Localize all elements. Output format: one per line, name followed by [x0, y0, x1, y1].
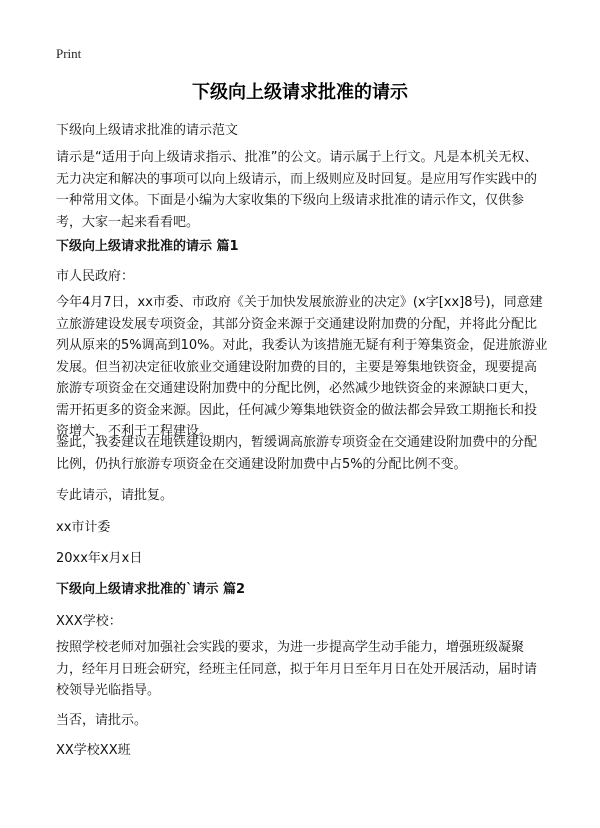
article2-closing: 当否，请批示。	[56, 713, 148, 728]
article2-body-paragraph: 按照学校老师对加强社会实践的要求，为进一步提高学生动手能力，增强班级凝聚力，经年月日班会研究，经班主任同意，拟于年月日至年月日在处开展活动，届时请校领导光临指导。	[56, 640, 538, 698]
article1-signature: xx市计委	[56, 520, 111, 535]
document-subtitle: 下级向上级请求批准的请示范文	[56, 123, 239, 138]
article1-heading: 下级向上级请求批准的请示 篇1	[56, 239, 239, 254]
article1-body-paragraph-2: 鉴此，我委建议在地铁建设期内，暂缓调高旅游专项资金在交通建设附加费中的分配比例，仍执行旅游专项资金在交通建设附加费中占5%的分配比例不变。	[56, 435, 538, 472]
article1-date: 20xx年x月x日	[56, 551, 143, 566]
article2-signature: XX学校XX班	[56, 743, 131, 758]
article1-closing: 专此请示，请批复。	[56, 488, 174, 503]
article2-salutation: XXX学校：	[56, 614, 122, 629]
article1-body-paragraph-1: 今年4月7日，xx市委、市政府《关于加快发展旅游业的决定》(x字[xx]8号)，同意建立旅游建设发展专项资金，其部分资金来源于交通建设附加费的分配，并将此分配比列从原来的5%调高到10%。对此，我委认为该措施无疑有利于筹集资金，促进旅游业发展。但当初决定征收旅业交通建设附加费的目的，主要是筹集地铁资金，现要提高旅游专项资金在交通建设附加费中的分配比例，必然减少地铁资金的来源缺口更大，需开拓更多的资金来源。因此，任何减少筹集地铁资金的做法都会异致工期拖长和投资增大，不利于工程建设。	[56, 295, 548, 439]
document-title: 下级向上级请求批准的请示	[192, 82, 408, 103]
article2-heading: 下级向上级请求批准的`请示 篇2	[56, 582, 246, 597]
intro-paragraph: 请示是“适用于向上级请求指示、批准”的公文。请示属于上行文。凡是本机关无权、无力决定和解决的事项可以向上级请示，而上级则应及时回复。是应用写作实践中的一种常用文体。下面是小编为大家收集的下级向上级请求批准的请示作文，仅供参考，大家一起来看看吧。	[56, 150, 538, 230]
print-link[interactable]: Print	[56, 46, 82, 61]
article1-salutation: 市人民政府：	[56, 269, 135, 284]
